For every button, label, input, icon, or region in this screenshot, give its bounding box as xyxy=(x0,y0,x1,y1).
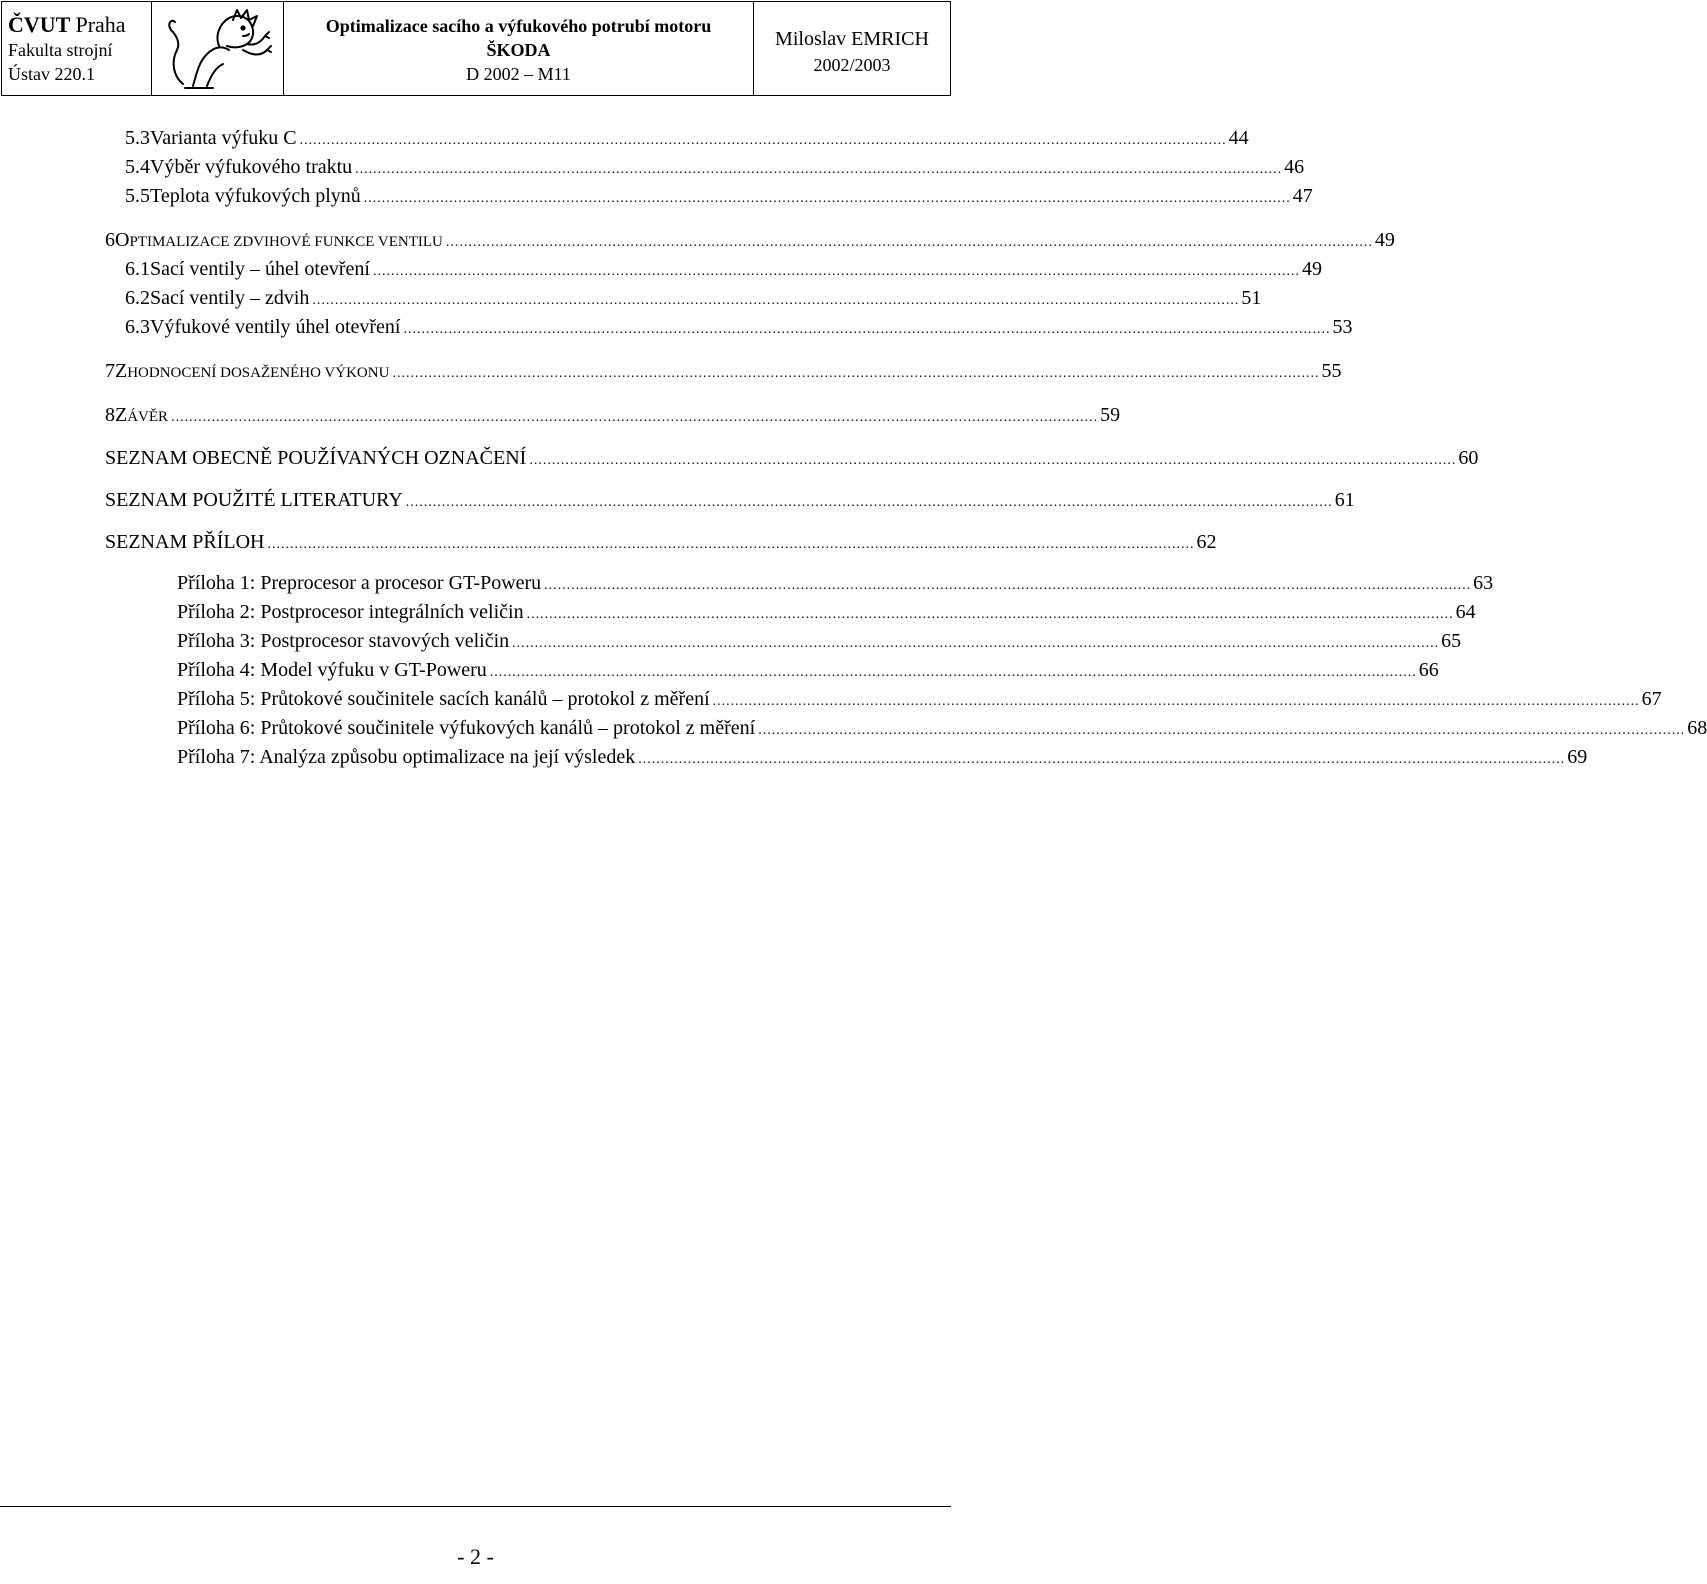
university-city: Praha xyxy=(75,12,126,37)
toc-entry-page: 44 xyxy=(1228,127,1249,149)
toc-entry[interactable] xyxy=(125,287,1262,310)
toc-leader: .............................................................................................................................................................................................................. xyxy=(638,752,1566,767)
toc-entry-label: Výběr výfukového traktu xyxy=(150,156,353,178)
page-header xyxy=(1,1,951,96)
toc-entry-page: 64 xyxy=(1455,601,1476,623)
toc-entry-number: 5.4 xyxy=(125,156,150,178)
toc-entry-label: Teplota výfukových plynů xyxy=(150,185,361,207)
toc-entry-label: Příloha 5: Průtokové součinitele sacích kanálů – protokol z měření xyxy=(177,688,710,710)
institute-name: Ústav 220.1 xyxy=(8,64,95,84)
toc-entry-label: SEZNAM POUŽITÉ LITERATURY xyxy=(105,489,403,511)
lion-logo-icon xyxy=(163,6,273,92)
toc-entry[interactable] xyxy=(177,688,1662,711)
toc-entry-page: 49 xyxy=(1374,229,1395,251)
toc-entry-label: Příloha 2: Postprocesor integrálních veličin xyxy=(177,601,524,623)
toc-leader: .............................................................................................................................................................................................................. xyxy=(489,665,1417,680)
toc-entry-label: Výfukové ventily úhel otevření xyxy=(150,316,401,338)
toc-entry[interactable] xyxy=(105,489,1355,512)
toc-entry-label: Sací ventily – úhel otevření xyxy=(150,258,370,280)
toc-entry[interactable] xyxy=(105,404,1121,427)
toc-entry-label xyxy=(115,360,389,383)
toc-entry[interactable] xyxy=(177,630,1462,653)
toc-entry-page: 59 xyxy=(1100,404,1121,426)
toc-entry-label: Příloha 4: Model výfuku v GT-Poweru xyxy=(177,659,487,681)
toc-leader: .............................................................................................................................................................................................................. xyxy=(372,264,1300,279)
toc-label-rest: PTIMALIZACE ZDVIHOVÉ FUNKCE VENTILU xyxy=(129,234,443,250)
footer-divider xyxy=(0,1506,951,1507)
toc-entry-page: 61 xyxy=(1334,489,1355,511)
toc-entry[interactable] xyxy=(125,258,1322,281)
toc-entry-label: Příloha 1: Preprocesor a procesor GT-Poweru xyxy=(177,572,542,594)
toc-entry-label: Příloha 6: Průtokové součinitele výfukových kanálů – protokol z měření xyxy=(177,717,756,739)
toc-entry-number: 6.1 xyxy=(125,258,150,280)
toc-entry-label: Příloha 3: Postprocesor stavových veličin xyxy=(177,630,510,652)
toc-leader: .............................................................................................................................................................................................................. xyxy=(529,453,1457,468)
toc-entry-number: 6.3 xyxy=(125,316,150,338)
toc-leader: .............................................................................................................................................................................................................. xyxy=(267,537,1195,552)
toc-entry-page: 65 xyxy=(1441,630,1462,652)
toc-entry[interactable] xyxy=(125,156,1305,179)
faculty-name: Fakulta strojní xyxy=(8,40,113,60)
toc-leader: .............................................................................................................................................................................................................. xyxy=(312,293,1240,308)
thesis-title-line2: ŠKODA xyxy=(486,40,551,60)
toc-entry-number: 8 xyxy=(105,404,115,426)
logo-cell xyxy=(152,2,284,95)
toc-entry[interactable] xyxy=(125,316,1353,339)
toc-entry[interactable] xyxy=(177,659,1439,682)
toc-entry[interactable] xyxy=(105,229,1395,252)
toc-leader: .............................................................................................................................................................................................................. xyxy=(299,133,1227,148)
toc-leader: .............................................................................................................................................................................................................. xyxy=(712,694,1640,709)
toc-entry-label xyxy=(115,404,168,427)
toc-entry[interactable] xyxy=(125,185,1313,208)
toc-entry[interactable] xyxy=(125,127,1249,150)
toc-entry[interactable] xyxy=(105,360,1342,383)
toc-leader: .............................................................................................................................................................................................................. xyxy=(171,410,1099,425)
toc-entry-page: 53 xyxy=(1332,316,1353,338)
toc-leader: .............................................................................................................................................................................................................. xyxy=(526,607,1454,622)
toc-entry-label: Příloha 7: Analýza způsobu optimalizace na její výsledek xyxy=(177,746,636,768)
toc-entry-page: 62 xyxy=(1196,531,1217,553)
toc-label-rest: HODNOCENÍ DOSAŽENÉHO VÝKONU xyxy=(127,365,390,381)
toc-entry[interactable] xyxy=(177,572,1494,595)
toc-entry-page: 63 xyxy=(1473,572,1494,594)
toc-entry[interactable] xyxy=(177,717,1707,740)
toc-entry-page: 46 xyxy=(1284,156,1305,178)
toc-entry-page: 55 xyxy=(1321,360,1342,382)
toc-entry[interactable] xyxy=(105,531,1217,554)
toc-leader: .............................................................................................................................................................................................................. xyxy=(405,495,1333,510)
toc-entry-page: 49 xyxy=(1301,258,1322,280)
toc-label-initial: Z xyxy=(115,404,128,426)
academic-year: 2002/2003 xyxy=(813,55,891,75)
thesis-code: D 2002 – M11 xyxy=(466,64,571,84)
toc-entry-number: 7 xyxy=(105,360,115,382)
toc-entry-page: 69 xyxy=(1567,746,1588,768)
toc-entry[interactable] xyxy=(177,601,1476,624)
toc-label-initial: O xyxy=(115,229,130,251)
thesis-title-block xyxy=(284,2,754,95)
toc-entry[interactable] xyxy=(177,746,1588,769)
institution-block xyxy=(2,2,152,95)
toc-entry-number: 5.5 xyxy=(125,185,150,207)
toc-entry-label xyxy=(115,229,443,252)
toc-leader: .............................................................................................................................................................................................................. xyxy=(363,191,1291,206)
toc-entry-page: 67 xyxy=(1641,688,1662,710)
university-abbrev: ČVUT xyxy=(8,12,70,37)
toc-leader: .............................................................................................................................................................................................................. xyxy=(758,723,1686,738)
author-name: Miloslav EMRICH xyxy=(775,28,929,50)
toc-entry-number: 6 xyxy=(105,229,115,251)
toc-leader: .............................................................................................................................................................................................................. xyxy=(403,322,1331,337)
university-name xyxy=(8,12,151,38)
toc-entry-page: 66 xyxy=(1418,659,1439,681)
page-number: - 2 - xyxy=(457,1544,494,1569)
thesis-title-line1: Optimalizace sacího a výfukového potrubí motoru xyxy=(325,16,712,36)
toc-entry-label: SEZNAM OBECNĚ POUŽÍVANÝCH OZNAČENÍ xyxy=(105,447,527,469)
toc-entry-page: 68 xyxy=(1687,717,1707,739)
toc-leader: .............................................................................................................................................................................................................. xyxy=(445,235,1373,250)
toc-label-initial: Z xyxy=(115,360,128,382)
toc-entry[interactable] xyxy=(105,447,1479,470)
toc-entry-page: 60 xyxy=(1458,447,1479,469)
toc-entry-page: 51 xyxy=(1241,287,1262,309)
author-block xyxy=(754,2,950,95)
toc-leader: .............................................................................................................................................................................................................. xyxy=(355,162,1283,177)
toc-entry-number: 6.2 xyxy=(125,287,150,309)
toc-entry-label: Sací ventily – zdvih xyxy=(150,287,310,309)
toc-leader: .............................................................................................................................................................................................................. xyxy=(544,578,1472,593)
toc-leader: .............................................................................................................................................................................................................. xyxy=(392,366,1320,381)
toc-entry-number: 5.3 xyxy=(125,127,150,149)
toc-entry-label: SEZNAM PŘÍLOH xyxy=(105,531,265,553)
toc-entry-page: 47 xyxy=(1292,185,1313,207)
toc-leader: .............................................................................................................................................................................................................. xyxy=(512,636,1440,651)
toc-label-rest: ÁVĚR xyxy=(127,409,169,425)
toc-entry-label: Varianta výfuku C xyxy=(150,127,297,149)
